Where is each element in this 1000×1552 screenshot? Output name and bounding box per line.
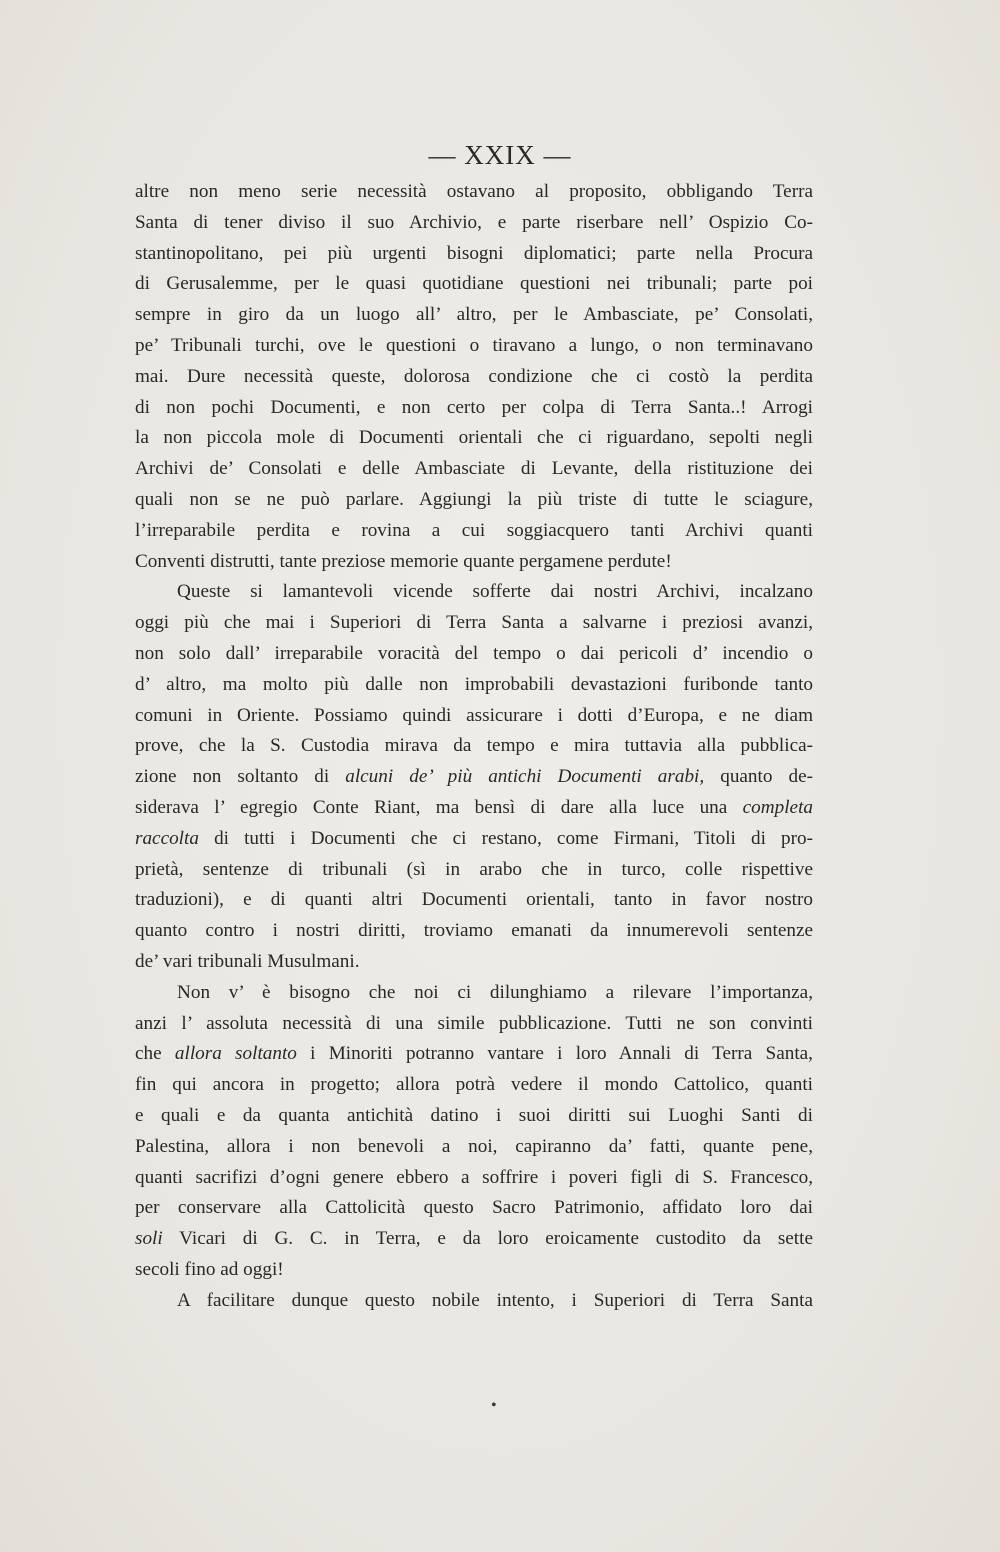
- text-segment: Conventi distrutti, tante preziose memorie quante pergamene perdute!: [135, 550, 672, 572]
- text-line: [135, 516, 813, 547]
- text-line: [135, 423, 813, 454]
- text-line: [135, 824, 813, 855]
- text-segment: non solo dall’ irreparabile voracità del tempo o dai pericoli d’ incendio o: [135, 642, 813, 664]
- text-line: [135, 239, 813, 270]
- text-segment: siderava l’ egregio Conte Riant, ma bensì di dare alla luce una: [135, 796, 743, 818]
- text-line: [135, 393, 813, 424]
- text-segment: quanti sacrifizi d’ogni genere ebbero a soffrire i poveri figli di S. Francesco,: [135, 1166, 813, 1188]
- text-segment: quanto contro i nostri diritti, troviamo emanati da innumerevoli sentenze: [135, 920, 813, 942]
- text-segment: quanto de-: [704, 766, 813, 788]
- text-segment: fin qui ancora in progetto; allora potrà vedere il mondo Cattolico, quanti: [135, 1074, 813, 1096]
- text-line: [135, 1286, 813, 1317]
- text-segment: di tutti i Documenti che ci restano, come Firmani, Titoli di pro-: [198, 827, 813, 849]
- text-segment: comuni in Oriente. Possiamo quindi assicurare i dotti d’Europa, e ne diam: [135, 704, 813, 726]
- text-segment: d’ altro, ma molto più dalle non improbabili devastazioni furibonde tanto: [135, 673, 813, 695]
- text-line: [135, 1163, 813, 1194]
- text-line: [135, 1255, 813, 1286]
- text-segment: zione non soltanto di: [135, 766, 346, 788]
- text-segment: Queste si lamantevoli vicende sofferte dai nostri Archivi, incalzano: [177, 581, 813, 603]
- italic-phrase: raccolta: [135, 827, 199, 849]
- text-line: [135, 855, 813, 886]
- text-segment: l’irreparabile perdita e rovina a cui soggiacquero tanti Archivi quanti: [135, 519, 813, 541]
- text-line: [135, 1039, 813, 1070]
- italic-phrase: allora soltanto: [174, 1043, 297, 1065]
- text-line: [135, 947, 813, 978]
- ink-mark: •: [491, 1397, 497, 1414]
- italic-phrase: alcuni de’ più antichi Documenti arabi,: [345, 766, 705, 788]
- text-line: [135, 208, 813, 239]
- text-line: [135, 177, 813, 208]
- text-segment: quali non se ne può parlare. Aggiungi la più triste di tutte le sciagure,: [135, 488, 813, 510]
- text-line: [135, 916, 813, 947]
- text-segment: pe’ Tribunali turchi, ove le questioni o tiravano a lungo, o non terminavano: [135, 334, 813, 356]
- text-line: [135, 1101, 813, 1132]
- text-line: [135, 331, 813, 362]
- text-segment: stantinopolitano, pei più urgenti bisogni diplomatici; parte nella Procura: [135, 242, 813, 264]
- text-segment: mai. Dure necessità queste, dolorosa condizione che ci costò la perdita: [135, 365, 813, 387]
- text-line: [135, 639, 813, 670]
- text-line: [135, 762, 813, 793]
- text-segment: oggi più che mai i Superiori di Terra Santa a salvarne i preziosi avanzi,: [135, 612, 813, 634]
- text-line: [135, 1009, 813, 1040]
- text-segment: sempre in giro da un luogo all’ altro, per le Ambasciate, pe’ Consolati,: [135, 304, 813, 326]
- italic-phrase: completa: [742, 796, 813, 818]
- text-line: [135, 547, 813, 578]
- italic-phrase: soli: [135, 1228, 163, 1250]
- text-segment: Santa di tener diviso il suo Archivio, e parte riserbare nell’ Ospizio Co-: [135, 211, 813, 233]
- page-number-header: — XXIX —: [428, 140, 572, 170]
- text-line: [135, 885, 813, 916]
- text-line: [135, 701, 813, 732]
- text-line: [135, 1070, 813, 1101]
- text-line: [135, 978, 813, 1009]
- text-line: [135, 362, 813, 393]
- text-line: [135, 485, 813, 516]
- text-segment: altre non meno serie necessità ostavano al proposito, obbligando Terra: [135, 181, 813, 202]
- text-segment: A facilitare dunque questo nobile intento, i Superiori di Terra Santa: [177, 1289, 813, 1311]
- text-line: [135, 1132, 813, 1163]
- text-segment: i Minoriti potranno vantare i loro Annali di Terra Santa,: [296, 1043, 813, 1065]
- text-line: [135, 269, 813, 300]
- text-segment: per conservare alla Cattolicità questo Sacro Patrimonio, affidato loro dai: [135, 1197, 813, 1219]
- text-segment: anzi l’ assoluta necessità di una simile pubblicazione. Tutti ne son convinti: [135, 1012, 813, 1034]
- text-line: [135, 1193, 813, 1224]
- text-line: [135, 670, 813, 701]
- text-line: [135, 1224, 813, 1255]
- text-line: [135, 608, 813, 639]
- text-segment: e quali e da quanta antichità datino i suoi diritti sui Luoghi Santi di: [135, 1104, 813, 1126]
- text-segment: Vicari di G. C. in Terra, e da loro eroicamente custodito da sette: [162, 1228, 813, 1250]
- text-segment: traduzioni), e di quanti altri Documenti orientali, tanto in favor nostro: [135, 889, 813, 911]
- text-line: [135, 454, 813, 485]
- text-line: [135, 731, 813, 762]
- text-segment: di non pochi Documenti, e non certo per colpa di Terra Santa..! Arrogi: [135, 396, 813, 418]
- text-segment: prove, che la S. Custodia mirava da tempo e mira tuttavia alla pubblica-: [135, 735, 813, 757]
- text-segment: de’ vari tribunali Musulmani.: [135, 950, 360, 972]
- text-segment: Palestina, allora i non benevoli a noi, capiranno da’ fatti, quante pene,: [135, 1135, 813, 1157]
- text-line: [135, 577, 813, 608]
- text-segment: Non v’ è bisogno che noi ci dilunghiamo a rilevare l’importanza,: [177, 981, 813, 1003]
- text-segment: di Gerusalemme, per le quasi quotidiane questioni nei tribunali; parte poi: [135, 273, 813, 295]
- text-segment: Archivi de’ Consolati e delle Ambasciate di Levante, della ristituzione dei: [135, 458, 813, 480]
- body-text: [135, 177, 813, 1316]
- text-segment: secoli fino ad oggi!: [135, 1258, 284, 1280]
- text-line: [135, 793, 813, 824]
- text-segment: che: [135, 1043, 175, 1065]
- text-segment: la non piccola mole di Documenti orientali che ci riguardano, sepolti negli: [135, 427, 813, 449]
- text-line: [135, 300, 813, 331]
- text-segment: prietà, sentenze di tribunali (sì in arabo che in turco, colle rispettive: [135, 858, 813, 880]
